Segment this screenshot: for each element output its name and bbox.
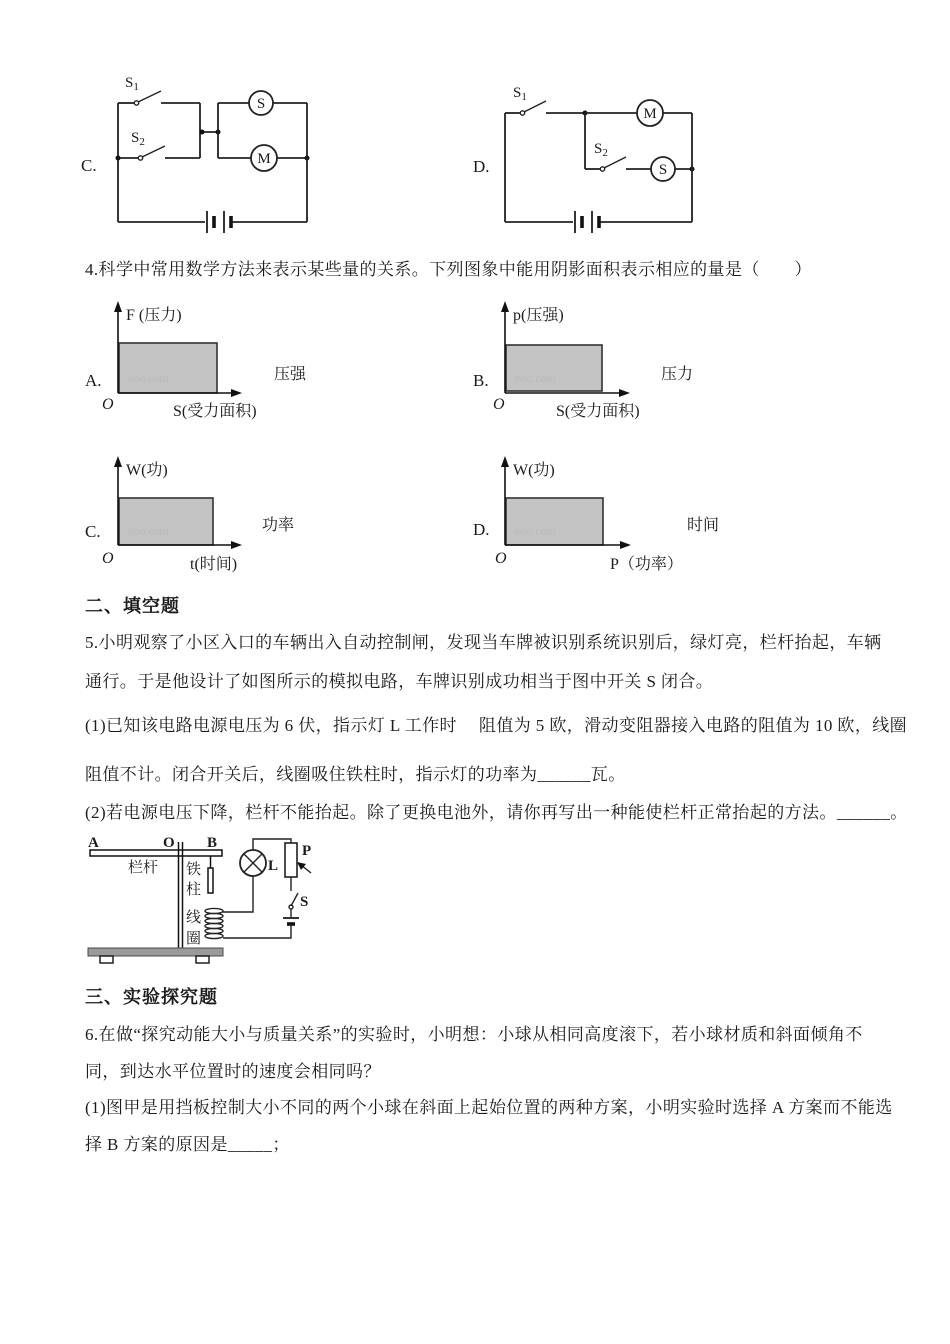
switch-label: S	[300, 894, 309, 910]
x-axis-label: S(受力面积)	[173, 403, 257, 420]
foot-left	[100, 956, 113, 963]
watermark: eoo.com	[515, 371, 556, 385]
origin-label: O	[102, 396, 114, 413]
slider-arrow-icon	[297, 862, 311, 873]
switch-icon	[289, 893, 298, 909]
graph-c-label: C.	[85, 522, 101, 541]
quantity-label: 功率	[262, 517, 295, 534]
barrier-label: 栏杆	[128, 860, 159, 876]
point-a-label: A	[88, 835, 99, 851]
graph-a-label: A.	[85, 371, 102, 390]
q4-graph-a	[78, 298, 408, 428]
svg-text:S: S	[658, 162, 668, 178]
point-o-label: O	[163, 835, 175, 851]
battery-icon	[283, 918, 299, 924]
x-axis-label: P（功率）	[610, 556, 683, 573]
coil-char2: 圈	[186, 931, 202, 947]
iron-char1: 铁	[186, 862, 202, 878]
quantity-label: 时间	[687, 517, 720, 534]
y-axis-label: p(压强)	[513, 307, 564, 324]
q5-part1-line1: (1)已知该电路电源电压为 6 伏，指示灯 L 工作时 阻值为 5 欧，滑动变阻器接入电路的阻值为 10 欧，线圈	[85, 716, 908, 735]
q5-stem-line2: 通行。于是他设计了如图所示的模拟电路，车牌识别成功相当于图中开关 S 闭合。	[85, 672, 714, 691]
circuit-option-d	[470, 80, 710, 232]
q5-part2: (2)若电源电压下降，栏杆不能抬起。除了更换电池外，请你再写出一种能使栏杆正常抬起的方法。______。	[85, 803, 908, 822]
q4-graph-c	[78, 453, 408, 583]
q4-graph-b	[465, 298, 795, 428]
x-axis-label: t(时间)	[190, 556, 238, 573]
q5-stem-line1: 5.小明观察了小区入口的车辆出入自动控制闸，发现当车牌被识别系统识别后，绿灯亮，栏杆抬起，车辆	[85, 633, 882, 652]
battery-icon	[575, 211, 599, 233]
lamp-label: L	[268, 858, 279, 874]
quantity-label: 压力	[661, 366, 694, 383]
barrier-bar	[90, 850, 222, 856]
section3-title: 三、实验探究题	[85, 987, 218, 1007]
option-d-label: D.	[473, 157, 490, 176]
svg-text:S: S	[256, 96, 266, 112]
graph-d-label: D.	[473, 520, 490, 539]
q6-stem-line1: 6.在做“探究动能大小与质量关系”的实验时，小明想：小球从相同高度滚下，若小球材质和斜面倾角不	[85, 1025, 863, 1044]
svg-text:M: M	[643, 106, 657, 122]
watermark: eoo.com	[128, 371, 169, 385]
switch-s1-label: $S_1$	[513, 85, 527, 103]
x-axis-label: S(受力面积)	[556, 403, 640, 420]
y-axis-label: W(功)	[126, 462, 168, 479]
quantity-label: 压强	[274, 366, 307, 383]
point-b-label: B	[207, 835, 218, 851]
q6-part1-line2: 择 B 方案的原因是_____；	[85, 1135, 290, 1154]
battery-icon	[207, 211, 231, 233]
rheostat-label: P	[302, 843, 312, 859]
q6-part1-line1: (1)图甲是用挡板控制大小不同的两个小球在斜面上起始位置的两种方案，小明实验时选择 A 方案而不能选	[85, 1098, 893, 1117]
coil-icon	[205, 908, 223, 938]
q5-barrier-circuit-diagram	[78, 830, 328, 970]
q4-graph-d	[465, 453, 805, 583]
iron-char2: 柱	[186, 882, 202, 898]
coil-char1: 线	[186, 910, 202, 926]
y-axis-label: W(功)	[513, 462, 555, 479]
foot-right	[196, 956, 209, 963]
rheostat-icon	[285, 843, 297, 877]
origin-label: O	[102, 550, 114, 567]
switch-s2-label: $S_2$	[131, 130, 145, 148]
origin-label: O	[495, 550, 507, 567]
y-axis-label: F (压力)	[126, 307, 182, 324]
origin-label: O	[493, 396, 505, 413]
shaded-area	[119, 343, 217, 393]
q4-stem: 4.科学中常用数学方法来表示某些量的关系。下列图象中能用阴影面积表示相应的量是（ ）	[85, 260, 812, 279]
lamp-icon	[240, 850, 266, 876]
circuit-option-c	[78, 72, 318, 232]
watermark: eoo.com	[128, 524, 169, 538]
iron-rod	[208, 868, 213, 893]
watermark: eoo.com	[515, 524, 556, 538]
q5-part1-line2: 阻值不计。闭合开关后，线圈吸住铁柱时，指示灯的功率为______瓦。	[85, 765, 626, 784]
graph-b-label: B.	[473, 371, 489, 390]
option-c-label: C.	[81, 156, 97, 175]
switch-s1-label: $S_1$	[125, 75, 139, 93]
switch-s2-label: $S_2$	[594, 141, 608, 159]
svg-text:M: M	[257, 151, 271, 167]
q6-stem-line2: 同，到达水平位置时的速度会相同吗？	[85, 1062, 381, 1081]
section2-title: 二、填空题	[85, 596, 180, 616]
base-platform	[88, 948, 223, 956]
